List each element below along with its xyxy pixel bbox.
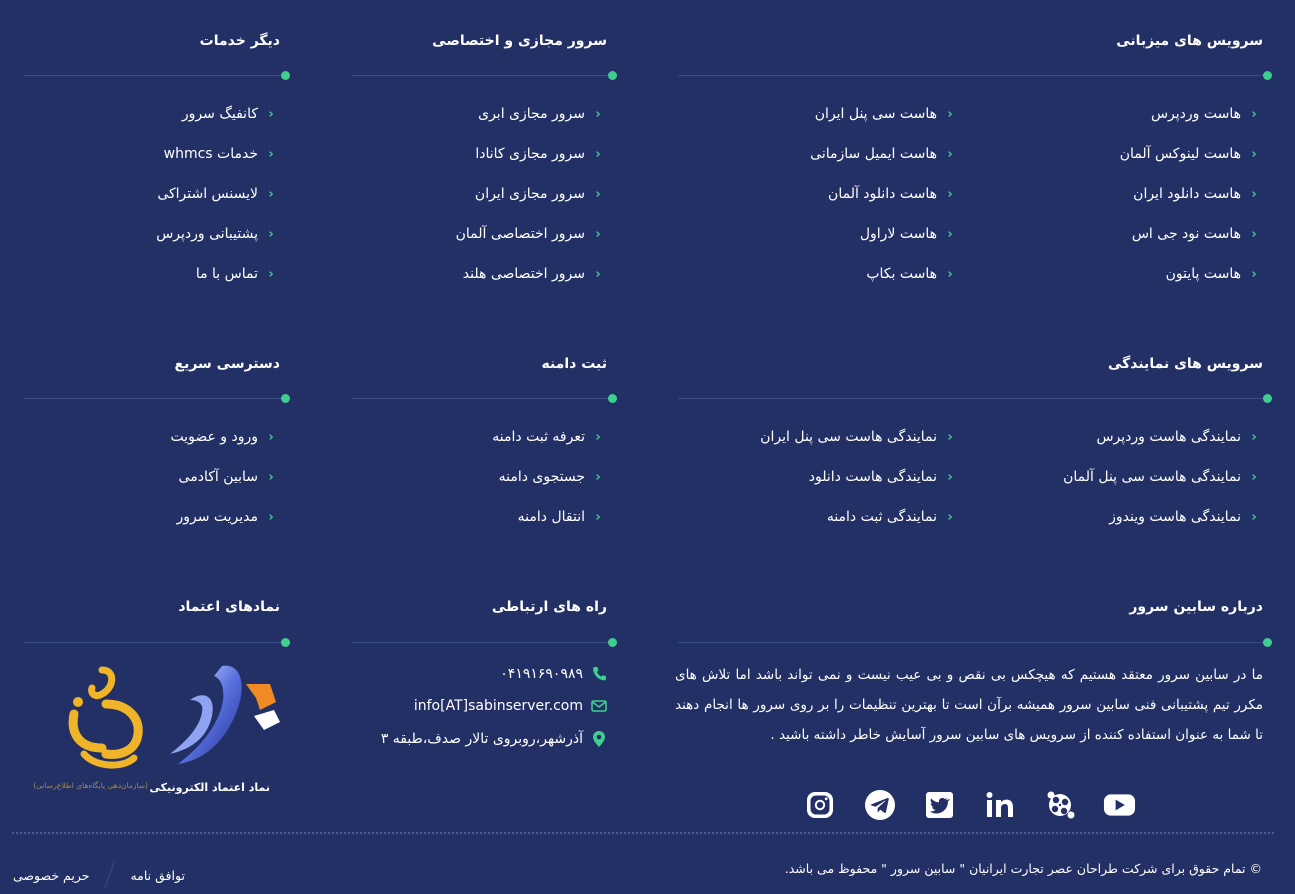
aparat-link[interactable] [1043, 790, 1076, 820]
link-germany-dedicated[interactable]: ‹ سرور اختصاصی آلمان [456, 214, 603, 254]
link-email-host[interactable]: ‹ هاست ایمیل سازمانی [810, 134, 955, 174]
aparat-icon [1045, 790, 1075, 820]
chevron-left-icon: ‹ [268, 429, 274, 445]
enamad-label: نماد اعتماد الکترونیکی [149, 781, 270, 794]
chevron-left-icon: ‹ [947, 509, 953, 525]
twitter-link[interactable] [923, 790, 956, 820]
contact-email[interactable] [414, 698, 607, 714]
quick-list [170, 417, 276, 537]
footer-divider [12, 832, 1274, 834]
chevron-left-icon: ‹ [947, 146, 953, 162]
contact-address [381, 730, 607, 748]
samandehi-badge[interactable] [33, 664, 156, 794]
chevron-left-icon: ‹ [595, 226, 601, 242]
link-reseller-download[interactable]: ‹ نمایندگی هاست دانلود [760, 457, 955, 497]
link-canada-vps[interactable]: ‹ سرور مجازی کانادا [456, 134, 603, 174]
telegram-link[interactable] [863, 790, 896, 820]
phone-icon [591, 666, 607, 682]
reseller-separator-dot [1263, 394, 1272, 403]
contact-separator-dot [608, 638, 617, 647]
trust-separator-dot [281, 638, 290, 647]
link-academy[interactable]: ‹ سابین آکادمی [170, 457, 276, 497]
link-cloud-vps[interactable]: ‹ سرور مجازی ابری [456, 94, 603, 134]
link-shared-license[interactable]: ‹ لایسنس اشتراکی [156, 174, 276, 214]
link-netherlands-dedicated[interactable]: ‹ سرور اختصاصی هلند [456, 254, 603, 294]
domain-title: ثبت دامنه [541, 356, 607, 372]
chevron-left-icon: ‹ [947, 469, 953, 485]
link-reseller-cpanel-germany[interactable]: ‹ نمایندگی هاست سی پنل آلمان [1063, 457, 1259, 497]
twitter-icon [925, 791, 955, 819]
chevron-left-icon: ‹ [1251, 429, 1257, 445]
servers-list [456, 94, 603, 294]
chevron-left-icon: ‹ [268, 469, 274, 485]
link-whmcs[interactable]: ‹ خدمات whmcs [156, 134, 276, 174]
link-linux-germany[interactable]: ‹ هاست لینوکس آلمان [1120, 134, 1259, 174]
chevron-left-icon: ‹ [947, 186, 953, 202]
instagram-icon [805, 790, 835, 820]
envelope-icon [591, 699, 607, 713]
copyright-text: © تمام حقوق برای شرکت طراحان عصر تجارت ایرانیان " سابین سرور " محفوظ می باشد. [784, 861, 1262, 876]
link-nodejs-host[interactable]: ‹ هاست نود جی اس [1120, 214, 1259, 254]
servers-separator-dot [608, 71, 617, 80]
hosting-title: سرویس های میزبانی [1116, 33, 1263, 49]
link-cpanel-iran[interactable]: ‹ هاست سی پنل ایران [810, 94, 955, 134]
link-domain-pricing[interactable]: ‹ تعرفه ثبت دامنه [492, 417, 603, 457]
hosting-list-1 [1120, 94, 1259, 294]
reseller-separator [678, 398, 1268, 399]
link-contact-us[interactable]: ‹ تماس با ما [156, 254, 276, 294]
link-python-host[interactable]: ‹ هاست پایتون [1120, 254, 1259, 294]
instagram-link[interactable] [803, 790, 836, 820]
link-domain-transfer[interactable]: ‹ انتقال دامنه [492, 497, 603, 537]
footer-links [13, 861, 185, 889]
contact-phone-text: ۰۴۱۹۱۶۹۰۹۸۹ [500, 666, 583, 682]
footer-link-divider [105, 862, 116, 889]
other-list [156, 94, 276, 294]
chevron-left-icon: ‹ [1251, 186, 1257, 202]
privacy-link[interactable]: حریم خصوصی [13, 867, 90, 883]
link-wordpress-host[interactable]: ‹ هاست وردپرس [1120, 94, 1259, 134]
link-reseller-domain[interactable]: ‹ نمایندگی ثبت دامنه [760, 497, 955, 537]
social-links [803, 790, 1136, 820]
other-separator [23, 75, 285, 76]
chevron-left-icon: ‹ [268, 106, 274, 122]
chevron-left-icon: ‹ [1251, 266, 1257, 282]
hosting-separator-dot [1263, 71, 1272, 80]
quick-separator-dot [281, 394, 290, 403]
chevron-left-icon: ‹ [947, 266, 953, 282]
link-login-register[interactable]: ‹ ورود و عضویت [170, 417, 276, 457]
link-server-management[interactable]: ‹ مدیریت سرور [170, 497, 276, 537]
telegram-icon [864, 789, 896, 821]
chevron-left-icon: ‹ [268, 186, 274, 202]
linkedin-link[interactable] [983, 790, 1016, 820]
chevron-left-icon: ‹ [595, 146, 601, 162]
link-backup-host[interactable]: ‹ هاست بکاپ [810, 254, 955, 294]
chevron-left-icon: ‹ [1251, 106, 1257, 122]
link-download-germany[interactable]: ‹ هاست دانلود آلمان [810, 174, 955, 214]
hosting-separator [678, 75, 1268, 76]
chevron-left-icon: ‹ [1251, 146, 1257, 162]
other-title: دیگر خدمات [199, 33, 280, 49]
chevron-left-icon: ‹ [1251, 469, 1257, 485]
reseller-list-2 [760, 417, 955, 537]
about-separator [678, 642, 1268, 643]
servers-separator [351, 75, 613, 76]
samandehi-logo-icon [44, 664, 156, 776]
map-pin-icon [591, 730, 607, 748]
enamad-badge[interactable] [149, 660, 282, 796]
chevron-left-icon: ‹ [595, 429, 601, 445]
chevron-left-icon: ‹ [268, 266, 274, 282]
enamad-logo-icon [160, 660, 282, 778]
link-reseller-windows[interactable]: ‹ نمایندگی هاست ویندوز [1063, 497, 1259, 537]
about-title: درباره سابین سرور [1129, 599, 1263, 615]
link-download-iran[interactable]: ‹ هاست دانلود ایران [1120, 174, 1259, 214]
link-reseller-cpanel-iran[interactable]: ‹ نمایندگی هاست سی پنل ایران [760, 417, 955, 457]
contact-phone[interactable] [500, 666, 607, 682]
chevron-left-icon: ‹ [595, 266, 601, 282]
chevron-left-icon: ‹ [595, 509, 601, 525]
samandehi-label: (سازمان‌دهی پایگاه‌های اطلاع‌رسانی) [33, 781, 148, 790]
trust-separator [23, 642, 285, 643]
linkedin-icon [985, 791, 1015, 819]
contact-email-text: info[AT]sabinserver.com [413, 698, 583, 714]
chevron-left-icon: ‹ [595, 469, 601, 485]
chevron-left-icon: ‹ [268, 146, 274, 162]
contact-address-text: آذرشهر،روبروی تالار صدف،طبقه ۳ [380, 731, 583, 747]
link-domain-search[interactable]: ‹ جستجوی دامنه [492, 457, 603, 497]
hosting-list-2 [810, 94, 955, 294]
trust-title: نمادهای اعتماد [178, 599, 280, 615]
link-iran-vps[interactable]: ‹ سرور مجازی ایران [456, 174, 603, 214]
about-text: ما در سابین سرور معتقد هستیم که هیچکس بی نقص و بی عیب نیست و نمی تواند باشد اما تلاش های مکرر تیم پشتیبانی فنی سابین سرور همیشه برآن است تا بهترین تنظیمات را بر روی سرور ها انجام دهند تا شما به عنوان استفاده کننده از سرویس های سابین سرور آسایش خاطر داشته باشید . [675, 667, 1263, 743]
chevron-left-icon: ‹ [1251, 226, 1257, 242]
contact-title: راه های ارتباطی [491, 599, 607, 615]
domain-list [492, 417, 603, 537]
quick-separator [23, 398, 285, 399]
youtube-link[interactable] [1103, 790, 1136, 820]
chevron-left-icon: ‹ [268, 226, 274, 242]
quick-title: دسترسی سریع [174, 356, 280, 372]
servers-title: سرور مجازی و اختصاصی [432, 33, 607, 49]
other-separator-dot [281, 71, 290, 80]
link-laravel-host[interactable]: ‹ هاست لاراول [810, 214, 955, 254]
reseller-list-1 [1063, 417, 1259, 537]
chevron-left-icon: ‹ [947, 106, 953, 122]
chevron-left-icon: ‹ [595, 186, 601, 202]
about-separator-dot [1263, 638, 1272, 647]
terms-link[interactable]: توافق نامه [130, 867, 185, 883]
reseller-title: سرویس های نمایندگی [1107, 356, 1263, 372]
domain-separator-dot [608, 394, 617, 403]
domain-separator [351, 398, 613, 399]
chevron-left-icon: ‹ [1251, 509, 1257, 525]
youtube-icon [1103, 792, 1136, 818]
link-server-config[interactable]: ‹ کانفیگ سرور [156, 94, 276, 134]
chevron-left-icon: ‹ [268, 509, 274, 525]
link-wordpress-support[interactable]: ‹ پشتیبانی وردپرس [156, 214, 276, 254]
link-reseller-wordpress[interactable]: ‹ نمایندگی هاست وردپرس [1063, 417, 1259, 457]
chevron-left-icon: ‹ [947, 226, 953, 242]
contact-separator [351, 642, 613, 643]
chevron-left-icon: ‹ [595, 106, 601, 122]
chevron-left-icon: ‹ [947, 429, 953, 445]
